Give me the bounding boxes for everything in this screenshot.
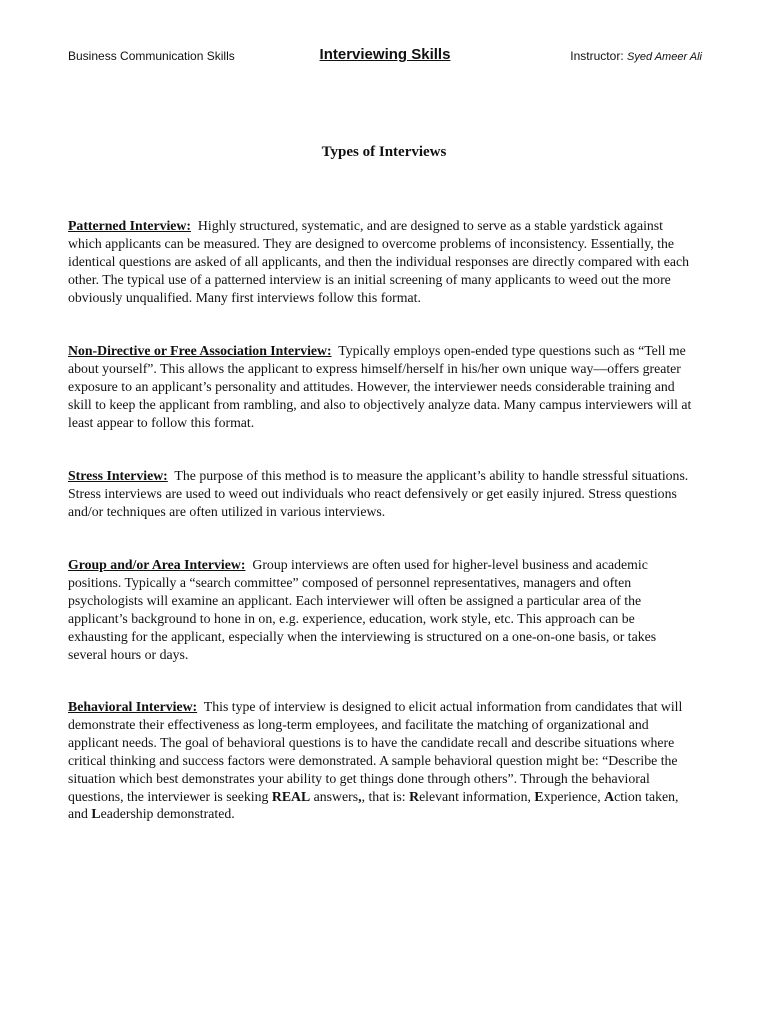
section-text: Highly structured, systematic, and are designed to serve as a stable yardstick against which applicants can be measured. They are designed to overcome problems of inconsistency. Essentially, the identical questions are asked of all applicants, and then the individual responses are directly compared with each other. The typical use of a patterned interview is an initial screening of many applicants to weed out the more obviously unqualified. Many first interviews follow this format. — [68, 218, 690, 305]
acronym-letter: L — [91, 806, 101, 822]
acronym-rest: ction taken, and — [68, 788, 679, 822]
section-text: This type of interview is designed to elicit actual information from candidates that will demonstrate their effectiveness as long-term employees, and facilitate the matching of organizational and applicant needs. The goal of behavioral questions is to have the candidate recall and describe situations where critical thinking and success factors were demonstrated. A sample behavioral question might be: “Describe the situation which best demonstrates your ability to get things done through others”. Through the behavioral questions, the interviewer is seeking — [68, 699, 683, 804]
section-term: Behavioral Interview: — [68, 699, 198, 714]
document-topic: Interviewing Skills — [319, 46, 451, 63]
section-non-directive-interview — [68, 342, 692, 432]
section-text: Group interviews are often used for higher-level business and academic positions. Typically a “search committee” composed of personnel representatives, managers and often psychologists will examine an applicant. Each interviewer will often be assigned a particular area of the applicant’s background to hone in on, e.g. experience, education, work style, etc. This approach can be exhausting for the applicant, especially when the interviewing is structured on a one-on-one basis, or takes several hours or days. — [68, 557, 657, 662]
section-behavioral-interview — [68, 698, 692, 823]
instructor-name: Syed Ameer Ali — [627, 51, 702, 63]
acronym-letter: E — [534, 788, 544, 804]
section-patterned-interview — [68, 217, 692, 307]
emphasis-comma: , — [358, 788, 362, 804]
acronym-rest: elevant information, — [419, 788, 535, 804]
section-stress-interview — [68, 467, 692, 521]
acronym-intro: , that is: — [361, 788, 406, 804]
section-group-interview — [68, 556, 692, 663]
section-term: Non-Directive or Free Association Interview: — [68, 343, 332, 358]
acronym-rest: xperience, — [543, 788, 605, 804]
section-text: The purpose of this method is to measure the applicant’s ability to handle stressful situations. Stress interviews are used to weed out individuals who react defensively or get easily injured. Stress questions and/or techniques are often utilized in various interviews. — [68, 468, 689, 519]
acronym-rest: eadership demonstrated. — [100, 806, 235, 822]
acronym-letter: A — [604, 788, 615, 804]
instructor — [570, 49, 702, 63]
page-header — [68, 46, 702, 66]
section-term: Group and/or Area Interview: — [68, 557, 246, 572]
course-name: Business Communication Skills — [68, 49, 235, 63]
acronym-letter: R — [409, 788, 420, 804]
section-term: Stress Interview: — [68, 468, 168, 483]
emphasis-real: REAL — [271, 788, 311, 804]
section-text: Typically employs open-ended type questions such as “Tell me about yourself”. This allows the applicant to express himself/herself in his/her own unique way—offers greater exposure to an applicant’s personality and attitudes. However, the interviewer needs considerable training and skill to keep the applicant from rambling, and also to objectively analyze data. Many campus interviewers will at least appear to follow this format. — [68, 343, 692, 430]
section-term: Patterned Interview: — [68, 218, 191, 233]
instructor-label: Instructor: — [570, 49, 624, 63]
page-title: Types of Interviews — [321, 144, 447, 160]
emphasis-answers: answers — [313, 788, 359, 804]
